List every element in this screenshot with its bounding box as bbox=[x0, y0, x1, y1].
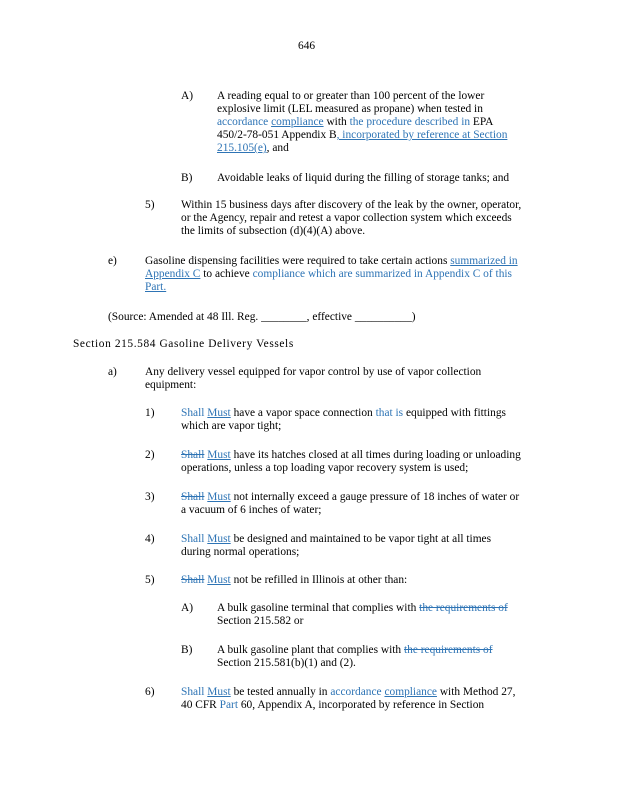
item-5-text bbox=[181, 574, 561, 587]
text: be designed and maintained to be vapor tight at all times bbox=[233, 533, 492, 545]
item-label: 2) bbox=[145, 449, 155, 461]
item-label: a) bbox=[108, 366, 117, 378]
inserted-text: that is bbox=[375, 407, 404, 419]
text: A bulk gasoline terminal that complies with bbox=[217, 602, 417, 614]
item-label: B) bbox=[181, 172, 193, 184]
item-5-text bbox=[181, 199, 561, 238]
text: have a vapor space connection bbox=[233, 407, 373, 419]
inserted-text: Must bbox=[207, 574, 231, 586]
inserted-text: accordance bbox=[330, 686, 382, 698]
inserted-text: , incorporated by reference at Section bbox=[336, 129, 508, 141]
text: to achieve bbox=[203, 268, 250, 280]
item-e-text bbox=[145, 255, 565, 294]
text-line: the limits of subsection (d)(4)(A) above. bbox=[181, 225, 366, 237]
deleted-text: Shall bbox=[181, 449, 205, 461]
text-line bbox=[145, 281, 565, 294]
text: EPA bbox=[472, 116, 494, 128]
item-label: 6) bbox=[145, 686, 155, 698]
source-note: (Source: Amended at 48 Ill. Reg. ________, effective __________) bbox=[108, 311, 416, 323]
text-line: A reading equal to or greater than 100 percent of the lower bbox=[217, 90, 485, 102]
text: Gasoline dispensing facilities were required to take certain actions bbox=[145, 255, 448, 267]
text-line bbox=[217, 116, 557, 129]
text-line bbox=[181, 699, 571, 712]
deleted-text: Shall bbox=[181, 574, 205, 586]
deleted-text: the requirements of bbox=[403, 644, 493, 656]
item-6-text bbox=[181, 686, 571, 712]
item-label: e) bbox=[108, 255, 117, 267]
inserted-text: Part. bbox=[145, 281, 167, 293]
item-3-text bbox=[181, 491, 561, 517]
text-line bbox=[145, 255, 565, 268]
inserted-text: Must bbox=[207, 449, 231, 461]
inserted-text: Shall bbox=[181, 686, 205, 698]
text: A bulk gasoline plant that complies with bbox=[217, 644, 402, 656]
section-heading: Section 215.584 Gasoline Delivery Vessels bbox=[73, 338, 294, 350]
page-number: 646 bbox=[298, 40, 316, 52]
text-line: Section 215.581(b)(1) and (2). bbox=[217, 657, 356, 669]
text-line: during normal operations; bbox=[181, 546, 300, 558]
text-line bbox=[181, 686, 571, 699]
text: equipped with fittings bbox=[405, 407, 506, 419]
text-line bbox=[217, 142, 557, 155]
text-line: Within 15 business days after discovery of the leak by the owner, operator, bbox=[181, 199, 522, 211]
text: , and bbox=[266, 142, 289, 154]
item-label: 1) bbox=[145, 407, 155, 419]
item-label: B) bbox=[181, 644, 193, 656]
text-line: which are vapor tight; bbox=[181, 420, 282, 432]
text: 40 CFR bbox=[181, 699, 217, 711]
inserted-text: compliance which are summarized in Appendix C of this bbox=[252, 268, 512, 280]
inserted-text: 215.105(e) bbox=[217, 142, 267, 154]
item-1-text bbox=[181, 407, 561, 433]
text: not internally exceed a gauge pressure of 18 inches of water or bbox=[233, 491, 520, 503]
text: 60, Appendix A, incorporated by reference in Section bbox=[240, 699, 485, 711]
text-line bbox=[217, 644, 557, 657]
item-label: 5) bbox=[145, 199, 155, 211]
item-label: A) bbox=[181, 90, 194, 102]
inserted-text: compliance bbox=[384, 686, 437, 698]
inserted-text: the procedure described in bbox=[349, 116, 471, 128]
text: not be refilled in Illinois at other than: bbox=[233, 574, 408, 586]
text: 450/2-78-051 Appendix B bbox=[217, 129, 337, 141]
item-2-text bbox=[181, 449, 561, 475]
text-line bbox=[145, 268, 565, 281]
text-line: or the Agency, repair and retest a vapor collection system which exceeds bbox=[181, 212, 512, 224]
item-label: 5) bbox=[145, 574, 155, 586]
sub-a-text bbox=[217, 602, 557, 628]
text-line bbox=[217, 129, 557, 142]
item-label: 4) bbox=[145, 533, 155, 545]
text: be tested annually in bbox=[233, 686, 328, 698]
item-a-text bbox=[145, 366, 545, 392]
item-a-text bbox=[217, 90, 557, 155]
inserted-text: Shall bbox=[181, 533, 205, 545]
deleted-text: Shall bbox=[181, 491, 205, 503]
sub-b-text bbox=[217, 644, 557, 670]
item-b-text: Avoidable leaks of liquid during the filling of storage tanks; and bbox=[217, 172, 510, 184]
inserted-text: compliance bbox=[271, 116, 324, 128]
inserted-text: accordance bbox=[217, 116, 269, 128]
text-line bbox=[217, 602, 557, 615]
text: with Method 27, bbox=[439, 686, 516, 698]
inserted-text: Must bbox=[207, 533, 231, 545]
text-line: explosive limit (LEL measured as propane) when tested in bbox=[217, 103, 483, 115]
text-line: a vacuum of 6 inches of water; bbox=[181, 504, 322, 516]
inserted-text: Shall bbox=[181, 407, 205, 419]
inserted-text: Must bbox=[207, 407, 231, 419]
text-line bbox=[181, 407, 561, 420]
inserted-text: Appendix C bbox=[145, 268, 201, 280]
inserted-text: Must bbox=[207, 686, 231, 698]
text-line: Section 215.582 or bbox=[217, 615, 304, 627]
text-line: operations, unless a top loading vapor recovery system is used; bbox=[181, 462, 469, 474]
inserted-text: Part bbox=[219, 699, 238, 711]
text-line bbox=[181, 533, 561, 546]
inserted-text: Must bbox=[207, 491, 231, 503]
text-line bbox=[181, 491, 561, 504]
text-line: equipment: bbox=[145, 379, 197, 391]
item-4-text bbox=[181, 533, 561, 559]
text-line bbox=[181, 574, 561, 587]
text: with bbox=[326, 116, 347, 128]
deleted-text: the requirements of bbox=[419, 602, 508, 614]
inserted-text: summarized in bbox=[450, 255, 518, 267]
item-label: 3) bbox=[145, 491, 155, 503]
item-label: A) bbox=[181, 602, 194, 614]
text-line bbox=[181, 449, 561, 462]
text: have its hatches closed at all times during loading or unloading bbox=[233, 449, 521, 461]
text-line: Any delivery vessel equipped for vapor control by use of vapor collection bbox=[145, 366, 482, 378]
